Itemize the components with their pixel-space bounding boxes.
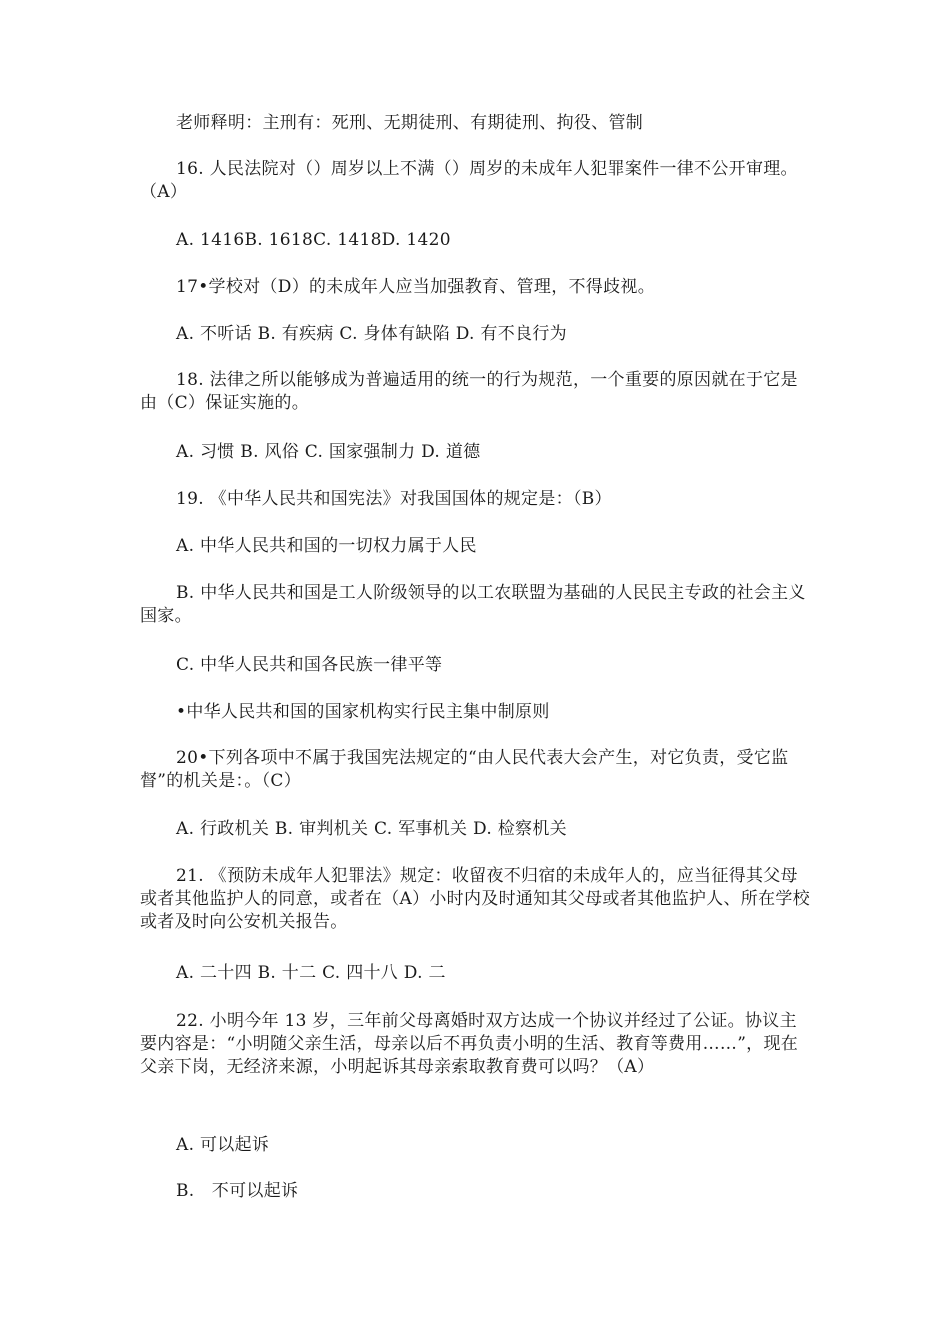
question-22: 22. 小明今年 13 岁，三年前父母离婚时双方达成一个协议并经过了公证。协议主要内容是：“小明随父亲生活，母亲以后不再负责小明的生活、教育等费用……”，现在父亲下岗，无经济来源，小明起诉其母亲索取教育费可以吗？（A）	[140, 1011, 799, 1077]
question-21: 21. 《预防未成年人犯罪法》规定：收留夜不归宿的未成年人的，应当征得其父母或者其他监护人的同意，或者在（A）小时内及时通知其父母或者其他监护人、所在学校或者及时向公安机关报告。	[140, 866, 810, 932]
question-19-option-a: A. 中华人民共和国的一切权力属于人民	[176, 536, 477, 556]
question-19-option-d: •中华人民共和国的国家机构实行民主集中制原则	[176, 702, 550, 722]
question-18: 18. 法律之所以能够成为普遍适用的统一的行为规范，一个重要的原因就在于它是由（C）保证实施的。	[140, 370, 798, 413]
teacher-note: 老师释明：主刑有：死刑、无期徒刑、有期徒刑、拘役、管制	[176, 113, 644, 133]
question-17: 17•学校对（D）的未成年人应当加强教育、管理，不得歧视。	[176, 277, 655, 297]
question-20-options: A. 行政机关 B. 审判机关 C. 军事机关 D. 检察机关	[176, 819, 567, 839]
question-22-option-a: A. 可以起诉	[176, 1135, 270, 1155]
question-19: 19. 《中华人民共和国宪法》对我国国体的规定是：（B）	[176, 489, 612, 509]
question-19-option-c: C. 中华人民共和国各民族一律平等	[176, 655, 443, 675]
question-22-option-b: B. 不可以起诉	[176, 1181, 299, 1201]
question-16: 16. 人民法院对（）周岁以上不满（）周岁的未成年人犯罪案件一律不公开审理。（A）	[140, 159, 798, 202]
question-21-options: A. 二十四 B. 十二 C. 四十八 D. 二	[176, 963, 446, 983]
question-19-option-b: B. 中华人民共和国是工人阶级领导的以工农联盟为基础的人民民主专政的社会主义国家。	[140, 583, 806, 626]
question-18-options: A. 习惯 B. 风俗 C. 国家强制力 D. 道德	[176, 442, 481, 462]
question-17-options: A. 不听话 B. 有疾病 C. 身体有缺陷 D. 有不良行为	[176, 324, 567, 344]
question-16-options: A. 1416B. 1618C. 1418D. 1420	[176, 230, 451, 250]
question-20: 20•下列各项中不属于我国宪法规定的“由人民代表大会产生，对它负责，受它监督”的机关是：。（C）	[140, 748, 789, 791]
